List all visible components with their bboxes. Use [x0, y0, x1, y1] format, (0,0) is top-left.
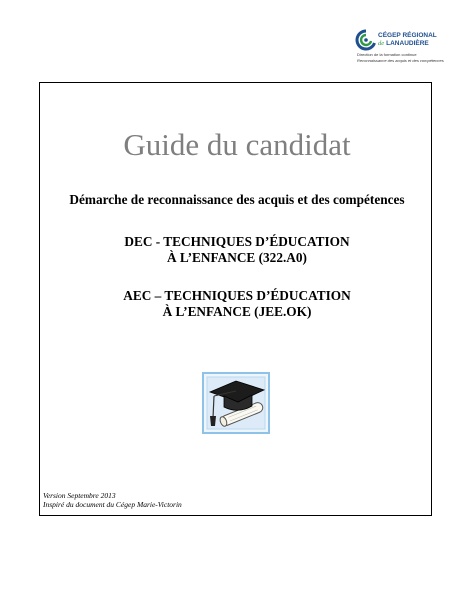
logo-name-line1: CÉGEP RÉGIONAL: [378, 32, 437, 39]
logo-subtitle-line2: Reconnaissance des acquis et des compétences: [357, 57, 444, 63]
page-title: Guide du candidat: [123, 127, 351, 162]
program-aec-line1: AEC – TECHNIQUES D’ÉDUCATION: [123, 288, 351, 303]
version-line: Version Septembre 2013: [43, 491, 116, 500]
program-aec-line2: À L’ENFANCE (JEE.OK): [162, 304, 312, 319]
cegep-logo-icon: [355, 29, 377, 51]
logo-name-prefix: de: [378, 39, 385, 47]
program-dec-line1: DEC - TECHNIQUES D’ÉDUCATION: [124, 234, 350, 249]
logo-subtitle: [357, 52, 444, 63]
program-dec-line2: À L’ENFANCE (322.A0): [167, 250, 307, 265]
graduation-cap-diploma-icon: [202, 372, 270, 434]
logo-subtitle-line1: Direction de la formation continue: [357, 52, 417, 57]
logo-name-region: LANAUDIÈRE: [386, 39, 429, 47]
logo-name-line2: [378, 40, 437, 48]
cegep-logo: [355, 29, 455, 67]
credit-line: Inspiré du document du Cégep Marie-Victorin: [43, 500, 182, 509]
logo-name: [378, 32, 437, 47]
cover-subtitle: Démarche de reconnaissance des acquis et des compétences: [69, 192, 405, 207]
program-dec: [0, 234, 474, 266]
program-aec: [0, 288, 474, 320]
version-note: [43, 491, 182, 509]
